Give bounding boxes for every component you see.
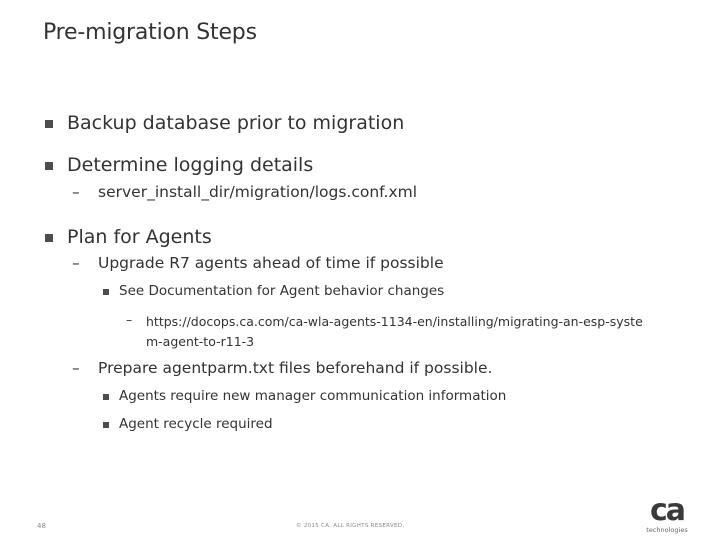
sub-bullet-text: Upgrade R7 agents ahead of time if possible: [98, 254, 444, 272]
sub-item-agents-require: [103, 388, 506, 404]
slide-title: Pre-migration Steps: [43, 20, 257, 45]
bullet-text: Backup database prior to migration: [67, 112, 405, 134]
sub-item-text: See Documentation for Agent behavior changes: [119, 283, 445, 299]
bullet-text: Plan for Agents: [67, 226, 212, 248]
ca-technologies-logo: [644, 493, 690, 539]
sub-bullet-prepare-agentparm: [72, 359, 492, 377]
logo-mark: ca: [649, 493, 685, 528]
sub-item-documentation-link: [126, 312, 646, 352]
bullet-plan-for-agents: [45, 226, 212, 248]
sub-bullet-upgrade-r7: [72, 254, 444, 272]
square-bullet-icon: [45, 120, 53, 128]
sub-bullet-text: Prepare agentparm.txt files beforehand if possible.: [98, 359, 493, 377]
documentation-link[interactable]: https://docops.ca.com/ca-wla-agents-1134-en/installing/migrating-an-esp-system-agent-to-r11-3: [146, 314, 643, 349]
page-number: 48: [37, 522, 46, 530]
square-bullet-icon: [103, 394, 109, 400]
square-bullet-icon: [103, 289, 109, 295]
sub-bullet-text: server_install_dir/migration/logs.conf.xml: [98, 183, 418, 201]
dash-bullet-icon: –: [126, 312, 133, 327]
bullet-backup-database: [45, 112, 404, 134]
sub-bullet-logs-path: [72, 183, 417, 201]
square-bullet-icon: [103, 422, 109, 428]
sub-item-see-documentation: [103, 283, 444, 299]
copyright-notice: © 2015 CA. ALL RIGHTS RESERVED.: [296, 523, 405, 529]
dash-bullet-icon: –: [72, 359, 80, 377]
square-bullet-icon: [45, 234, 53, 242]
square-bullet-icon: [45, 162, 53, 170]
sub-item-agent-recycle: [103, 416, 273, 432]
bullet-determine-logging: [45, 154, 313, 176]
bullet-text: Determine logging details: [67, 154, 314, 176]
sub-item-text: Agent recycle required: [119, 416, 273, 432]
dash-bullet-icon: –: [72, 183, 80, 201]
sub-item-text: Agents require new manager communication information: [119, 388, 507, 404]
logo-subtext: technologies: [646, 526, 688, 534]
dash-bullet-icon: –: [72, 254, 80, 272]
